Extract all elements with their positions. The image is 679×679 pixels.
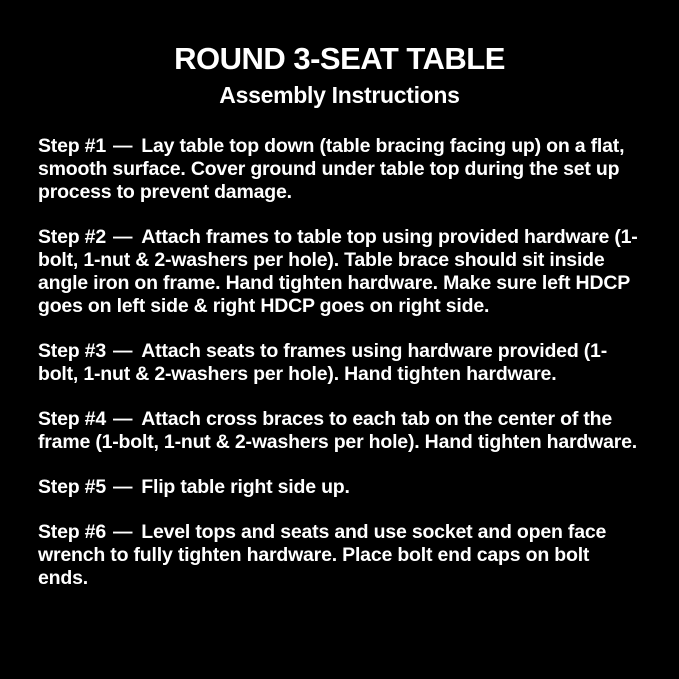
page-title: ROUND 3-SEAT TABLE (174, 41, 505, 76)
step-text: Attach frames to table top using provided hardware (1-bolt, 1-nut & 2-washers per hole). Table brace should sit inside angle iron on frame. Hand tighten hardware. Make sure left HDCP goes on left side & right HDCP goes on right side. (38, 226, 638, 317)
steps-list (38, 135, 641, 590)
step-item-1 (38, 135, 641, 204)
step-label: Step #5 (38, 476, 106, 498)
step-item-6 (38, 521, 641, 590)
step-text: Level tops and seats and use socket and open face wrench to fully tighten hardware. Place bolt end caps on bolt ends. (38, 521, 607, 589)
step-text: Attach seats to frames using hardware provided (1-bolt, 1-nut & 2-washers per hole). Hand tighten hardware. (38, 340, 607, 385)
step-label: Step #1 (38, 135, 106, 157)
step-item-2 (38, 226, 641, 318)
step-dash: — (112, 408, 133, 430)
step-text: Flip table right side up. (141, 476, 350, 498)
step-dash: — (112, 340, 133, 362)
step-dash: — (112, 521, 133, 543)
step-dash: — (112, 226, 133, 248)
step-text: Lay table top down (table bracing facing up) on a flat, smooth surface. Cover ground under table top during the set up process to prevent damage. (38, 135, 625, 203)
step-label: Step #4 (38, 408, 106, 430)
step-item-5 (38, 476, 641, 499)
step-label: Step #2 (38, 226, 106, 248)
step-label: Step #6 (38, 521, 106, 543)
page-subtitle: Assembly Instructions (219, 82, 460, 108)
step-dash: — (112, 476, 133, 498)
step-text: Attach cross braces to each tab on the center of the frame (1-bolt, 1-nut & 2-washers per hole). Hand tighten hardware. (38, 408, 637, 453)
step-item-3 (38, 340, 641, 386)
step-dash: — (112, 135, 133, 157)
step-label: Step #3 (38, 340, 106, 362)
step-item-4 (38, 408, 641, 454)
